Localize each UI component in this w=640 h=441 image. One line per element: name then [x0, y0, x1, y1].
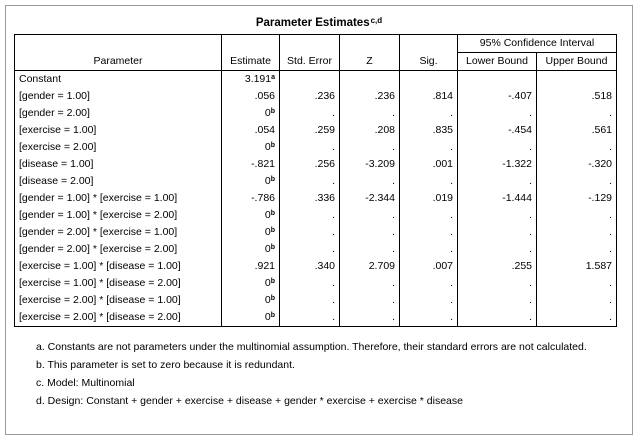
upper-bound-cell	[537, 275, 617, 292]
table-row	[15, 224, 617, 241]
sig-cell-value: .	[450, 277, 453, 289]
table-row	[15, 88, 617, 105]
lower-bound-cell-value: .	[529, 243, 532, 255]
footnote-mark: b	[270, 176, 275, 183]
std-error-cell-value: .336	[314, 192, 335, 204]
header-estimate: Estimate	[222, 35, 280, 71]
estimate-cell-value: -.821	[251, 158, 275, 170]
upper-bound-cell-value: -.320	[588, 158, 612, 170]
std-error-cell-value: .259	[314, 124, 335, 136]
std-error-cell	[280, 88, 340, 105]
std-error-cell-value: .	[332, 141, 335, 153]
footnotes	[36, 341, 596, 413]
std-error-cell-value: .	[332, 175, 335, 187]
z-cell	[340, 309, 400, 327]
upper-bound-cell	[537, 173, 617, 190]
lower-bound-cell-value: .	[529, 209, 532, 221]
upper-bound-cell-value: .	[609, 209, 612, 221]
z-cell-value: .	[392, 107, 395, 119]
sig-cell	[400, 275, 458, 292]
std-error-cell	[280, 207, 340, 224]
lower-bound-cell	[458, 190, 537, 207]
sig-cell	[400, 258, 458, 275]
z-cell-value: .	[392, 311, 395, 323]
lower-bound-cell-value: .	[529, 277, 532, 289]
std-error-cell	[280, 292, 340, 309]
std-error-cell	[280, 71, 340, 89]
estimate-cell-value: 0	[264, 226, 271, 238]
footnote-b: b. This parameter is set to zero because it is redundant.	[36, 359, 295, 371]
lower-bound-cell	[458, 173, 537, 190]
sig-cell	[400, 241, 458, 258]
estimate-cell	[222, 207, 280, 224]
footnote-mark: b	[270, 312, 275, 319]
sig-cell-value: .001	[432, 158, 453, 170]
parameter-cell	[15, 241, 222, 258]
parameter-cell	[15, 173, 222, 190]
footnote-mark: b	[270, 295, 275, 302]
sig-cell	[400, 139, 458, 156]
sig-cell	[400, 207, 458, 224]
title-footnote-marks: c,d	[370, 16, 383, 25]
parameter-cell-value: [gender = 1.00]	[19, 90, 90, 102]
estimate-cell	[222, 71, 280, 89]
sig-cell	[400, 88, 458, 105]
lower-bound-cell-value: -.407	[508, 90, 532, 102]
sig-cell	[400, 122, 458, 139]
z-cell-value: .208	[374, 124, 395, 136]
table-row	[15, 156, 617, 173]
estimate-cell-value: .921	[254, 260, 275, 272]
estimate-cell	[222, 309, 280, 327]
estimate-cell-value: 0	[264, 141, 271, 153]
upper-bound-cell	[537, 71, 617, 89]
parameter-cell	[15, 190, 222, 207]
parameter-cell	[15, 71, 222, 89]
parameter-cell-value: [exercise = 1.00] * [disease = 1.00]	[19, 260, 181, 272]
z-cell-value: .	[392, 141, 395, 153]
sig-cell	[400, 105, 458, 122]
estimate-cell	[222, 156, 280, 173]
std-error-cell-value: .	[332, 107, 335, 119]
header-std-error: Std. Error	[280, 35, 340, 71]
upper-bound-cell-value: .	[609, 175, 612, 187]
sig-cell-value: .	[450, 294, 453, 306]
lower-bound-cell	[458, 292, 537, 309]
z-cell-value: .	[392, 209, 395, 221]
std-error-cell	[280, 105, 340, 122]
std-error-cell-value: .	[332, 243, 335, 255]
upper-bound-cell	[537, 258, 617, 275]
std-error-cell	[280, 122, 340, 139]
footnote-mark: b	[270, 210, 275, 217]
table-row	[15, 105, 617, 122]
z-cell	[340, 258, 400, 275]
sig-cell-value: .	[450, 107, 453, 119]
std-error-cell-value: .340	[314, 260, 335, 272]
z-cell-value: .	[392, 294, 395, 306]
parameter-cell	[15, 275, 222, 292]
lower-bound-cell-value: -.454	[508, 124, 532, 136]
sig-cell-value: .019	[432, 192, 453, 204]
table-row	[15, 122, 617, 139]
header-upper-bound: Upper Bound	[537, 53, 617, 71]
upper-bound-cell	[537, 190, 617, 207]
parameter-cell-value: [gender = 1.00] * [exercise = 2.00]	[19, 209, 178, 221]
lower-bound-cell	[458, 275, 537, 292]
std-error-cell-value: .236	[314, 90, 335, 102]
std-error-cell	[280, 258, 340, 275]
lower-bound-cell-value: -1.444	[502, 192, 532, 204]
upper-bound-cell	[537, 309, 617, 327]
std-error-cell	[280, 241, 340, 258]
lower-bound-cell	[458, 122, 537, 139]
estimate-cell-value: 0	[264, 243, 271, 255]
parameter-cell	[15, 122, 222, 139]
parameter-cell-value: [exercise = 2.00] * [disease = 2.00]	[19, 311, 181, 323]
header-lower-bound: Lower Bound	[458, 53, 537, 71]
upper-bound-cell-value: 1.587	[585, 260, 612, 272]
estimate-cell	[222, 88, 280, 105]
estimate-cell-value: 0	[264, 311, 271, 323]
lower-bound-cell-value: .	[529, 311, 532, 323]
z-cell	[340, 190, 400, 207]
footnote-mark: b	[270, 278, 275, 285]
parameter-cell	[15, 156, 222, 173]
table-row	[15, 309, 617, 327]
parameter-cell	[15, 207, 222, 224]
z-cell	[340, 105, 400, 122]
z-cell	[340, 156, 400, 173]
std-error-cell-value: .	[332, 294, 335, 306]
std-error-cell-value: .256	[314, 158, 335, 170]
lower-bound-cell-value: .	[529, 175, 532, 187]
footnote-mark: b	[270, 244, 275, 251]
std-error-cell	[280, 156, 340, 173]
estimate-cell	[222, 241, 280, 258]
header-parameter: Parameter	[15, 35, 222, 71]
upper-bound-cell	[537, 88, 617, 105]
std-error-cell-value: .	[332, 277, 335, 289]
lower-bound-cell	[458, 156, 537, 173]
upper-bound-cell-value: .	[609, 311, 612, 323]
table-row	[15, 207, 617, 224]
parameter-cell	[15, 88, 222, 105]
footnote-mark: b	[270, 108, 275, 115]
std-error-cell	[280, 275, 340, 292]
sig-cell	[400, 156, 458, 173]
estimate-cell-value: 0	[264, 277, 271, 289]
header-z: Z	[340, 35, 400, 71]
upper-bound-cell	[537, 292, 617, 309]
upper-bound-cell-value: .518	[591, 90, 612, 102]
table-title	[6, 16, 632, 30]
parameter-cell-value: [gender = 2.00] * [exercise = 2.00]	[19, 243, 178, 255]
lower-bound-cell	[458, 71, 537, 89]
z-cell-value: .	[392, 175, 395, 187]
parameter-cell-value: [exercise = 2.00] * [disease = 1.00]	[19, 294, 181, 306]
table-row	[15, 139, 617, 156]
parameter-cell	[15, 292, 222, 309]
parameter-estimates-table	[14, 34, 617, 327]
lower-bound-cell-value: .255	[511, 260, 532, 272]
sig-cell	[400, 190, 458, 207]
sig-cell-value: .	[450, 311, 453, 323]
z-cell	[340, 224, 400, 241]
parameter-cell	[15, 258, 222, 275]
estimate-cell-value: .056	[254, 90, 275, 102]
estimate-cell-value: 0	[264, 209, 271, 221]
table-row	[15, 173, 617, 190]
upper-bound-cell-value: .561	[591, 124, 612, 136]
header-sig: Sig.	[400, 35, 458, 71]
sig-cell	[400, 292, 458, 309]
z-cell	[340, 173, 400, 190]
parameter-cell-value: [gender = 2.00] * [exercise = 1.00]	[19, 226, 178, 238]
estimate-cell-value: -.786	[251, 192, 275, 204]
sig-cell	[400, 224, 458, 241]
estimate-cell	[222, 292, 280, 309]
sig-cell-value: .007	[432, 260, 453, 272]
z-cell-value: .	[392, 226, 395, 238]
estimate-cell	[222, 139, 280, 156]
lower-bound-cell-value: .	[529, 141, 532, 153]
lower-bound-cell	[458, 207, 537, 224]
upper-bound-cell	[537, 122, 617, 139]
parameter-cell-value: [exercise = 1.00]	[19, 124, 97, 136]
z-cell	[340, 241, 400, 258]
z-cell	[340, 71, 400, 89]
std-error-cell-value: .	[332, 209, 335, 221]
estimate-cell-value: 0	[264, 175, 271, 187]
std-error-cell-value: .	[332, 311, 335, 323]
upper-bound-cell	[537, 139, 617, 156]
estimate-cell	[222, 190, 280, 207]
std-error-cell	[280, 224, 340, 241]
std-error-cell	[280, 309, 340, 327]
upper-bound-cell	[537, 156, 617, 173]
parameter-cell-value: [exercise = 2.00]	[19, 141, 97, 153]
estimate-cell-value: 3.191	[244, 73, 272, 85]
table-body	[15, 71, 617, 327]
footnote-mark: a	[271, 74, 275, 81]
upper-bound-cell-value: .	[609, 277, 612, 289]
sig-cell-value: .	[450, 226, 453, 238]
sig-cell	[400, 309, 458, 327]
parameter-cell-value: [exercise = 1.00] * [disease = 2.00]	[19, 277, 181, 289]
std-error-cell-value: .	[332, 226, 335, 238]
table-row	[15, 275, 617, 292]
estimate-cell-value: 0	[264, 107, 271, 119]
table-row	[15, 71, 617, 89]
z-cell-value: .	[392, 277, 395, 289]
sig-cell-value: .835	[432, 124, 453, 136]
header-ci-group: 95% Confidence Interval	[458, 35, 617, 53]
lower-bound-cell	[458, 105, 537, 122]
upper-bound-cell-value: .	[609, 294, 612, 306]
parameter-cell	[15, 139, 222, 156]
upper-bound-cell	[537, 224, 617, 241]
parameter-cell	[15, 105, 222, 122]
z-cell-value: .236	[374, 90, 395, 102]
lower-bound-cell-value: -1.322	[502, 158, 532, 170]
parameter-cell-value: Constant	[19, 73, 62, 85]
upper-bound-cell	[537, 105, 617, 122]
footnote-a: a. Constants are not parameters under the multinomial assumption. Therefore, their standard errors are not calculated.	[36, 341, 587, 353]
estimate-cell	[222, 173, 280, 190]
sig-cell-value: .814	[432, 90, 453, 102]
z-cell	[340, 122, 400, 139]
std-error-cell	[280, 139, 340, 156]
parameter-cell-value: [disease = 2.00]	[19, 175, 94, 187]
parameter-cell	[15, 224, 222, 241]
table-row	[15, 190, 617, 207]
lower-bound-cell	[458, 88, 537, 105]
z-cell-value: .	[392, 243, 395, 255]
estimate-cell-value: 0	[264, 294, 271, 306]
z-cell	[340, 292, 400, 309]
parameter-cell-value: [gender = 2.00]	[19, 107, 90, 119]
upper-bound-cell	[537, 207, 617, 224]
lower-bound-cell-value: .	[529, 226, 532, 238]
table-row	[15, 241, 617, 258]
upper-bound-cell-value: .	[609, 243, 612, 255]
estimate-cell	[222, 105, 280, 122]
sig-cell	[400, 71, 458, 89]
lower-bound-cell-value: .	[529, 107, 532, 119]
lower-bound-cell-value: .	[529, 294, 532, 306]
sig-cell-value: .	[450, 175, 453, 187]
lower-bound-cell	[458, 139, 537, 156]
z-cell	[340, 139, 400, 156]
parameter-cell	[15, 309, 222, 327]
estimate-cell	[222, 224, 280, 241]
estimate-cell	[222, 122, 280, 139]
parameter-cell-value: [gender = 1.00] * [exercise = 1.00]	[19, 192, 178, 204]
estimate-cell	[222, 275, 280, 292]
upper-bound-cell-value: .	[609, 141, 612, 153]
sig-cell-value: .	[450, 141, 453, 153]
upper-bound-cell	[537, 241, 617, 258]
z-cell-value: -3.209	[365, 158, 395, 170]
z-cell	[340, 88, 400, 105]
sig-cell-value: .	[450, 209, 453, 221]
lower-bound-cell	[458, 258, 537, 275]
lower-bound-cell	[458, 224, 537, 241]
lower-bound-cell	[458, 309, 537, 327]
table-title-text: Parameter Estimates	[255, 17, 370, 29]
sig-cell-value: .	[450, 243, 453, 255]
estimate-cell-value: .054	[254, 124, 275, 136]
z-cell-value: -2.344	[365, 192, 395, 204]
std-error-cell	[280, 173, 340, 190]
std-error-cell	[280, 190, 340, 207]
table-row	[15, 292, 617, 309]
z-cell	[340, 275, 400, 292]
z-cell	[340, 207, 400, 224]
footnote-d: d. Design: Constant + gender + exercise + disease + gender * exercise + exercise * disease	[36, 395, 463, 407]
upper-bound-cell-value: .	[609, 226, 612, 238]
lower-bound-cell	[458, 241, 537, 258]
z-cell-value: 2.709	[368, 260, 395, 272]
footnote-mark: b	[270, 142, 275, 149]
sig-cell	[400, 173, 458, 190]
upper-bound-cell-value: .	[609, 107, 612, 119]
footnote-c: c. Model: Multinomial	[36, 377, 135, 389]
footnote-mark: b	[270, 227, 275, 234]
table-row	[15, 258, 617, 275]
estimate-cell	[222, 258, 280, 275]
parameter-cell-value: [disease = 1.00]	[19, 158, 94, 170]
upper-bound-cell-value: -.129	[588, 192, 612, 204]
